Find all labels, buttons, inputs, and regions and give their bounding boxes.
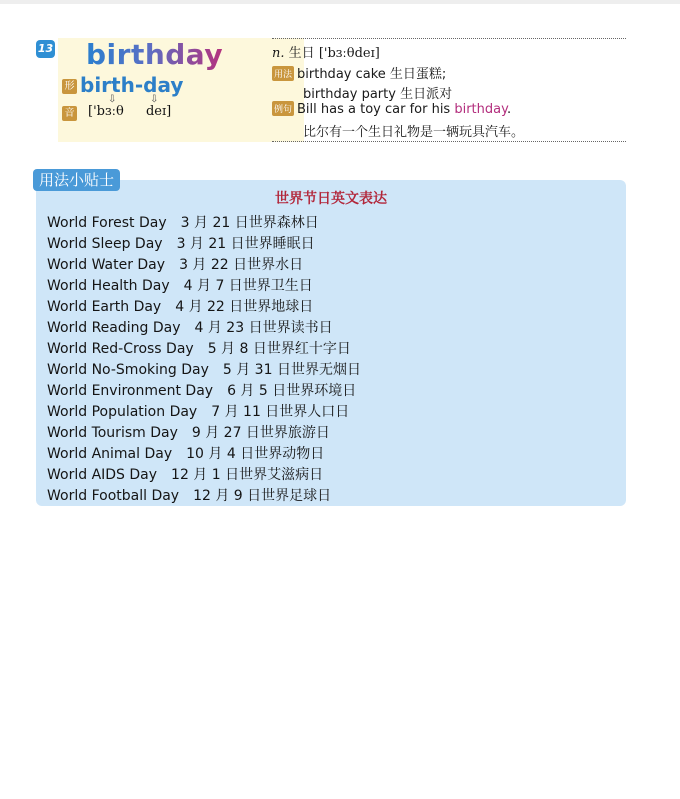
phonetic-right: deɪ]	[145, 104, 172, 119]
day-cn: 6 月 5 日世界环境日	[227, 383, 357, 399]
day-en: World Population Day	[47, 404, 198, 420]
day-en: World Earth Day	[47, 299, 162, 315]
list-item	[47, 359, 361, 379]
day-en: World Animal Day	[47, 446, 173, 462]
list-item	[47, 464, 323, 484]
day-en: World Football Day	[47, 488, 180, 504]
sound-tag: 音	[62, 106, 77, 121]
list-item	[47, 443, 324, 463]
example-line	[272, 101, 511, 117]
arrow-down-icon: ⇩	[150, 94, 159, 105]
example-post: .	[506, 102, 512, 117]
day-en: World Red-Cross Day	[47, 341, 194, 357]
entry-number-badge: 13	[36, 40, 55, 58]
day-en: World No-Smoking Day	[47, 362, 209, 378]
day-cn: 9 月 27 日世界旅游日	[191, 425, 330, 441]
phonetic: ['bɜːθdeɪ]	[318, 46, 380, 61]
usage-line-1	[272, 63, 446, 82]
list-item	[47, 485, 331, 505]
day-en: World Water Day	[47, 257, 166, 273]
day-cn: 5 月 8 日世界红十字日	[207, 341, 351, 357]
list-item	[47, 254, 303, 274]
day-cn: 7 月 11 日世界人口日	[211, 404, 350, 420]
day-cn: 4 月 22 日世界地球日	[175, 299, 314, 315]
example-highlight: birthday	[454, 102, 507, 117]
list-item	[47, 317, 333, 337]
list-item	[47, 380, 356, 400]
day-en: World Tourism Day	[47, 425, 178, 441]
day-en: World Forest Day	[47, 215, 167, 231]
usage-tag: 用法	[272, 66, 294, 81]
phonetic-parts	[88, 104, 171, 119]
day-en: World Sleep Day	[47, 236, 163, 252]
day-en: World Reading Day	[47, 320, 181, 336]
headword: birthday	[86, 38, 224, 71]
day-cn: 12 月 1 日世界艾滋病日	[171, 467, 324, 483]
list-item	[47, 422, 330, 442]
day-cn: 10 月 4 日世界动物日	[186, 446, 325, 462]
tips-box	[36, 180, 626, 506]
example-pre: Bill has a toy car for his	[297, 102, 455, 117]
day-cn: 12 月 9 日世界足球日	[193, 488, 332, 504]
list-item	[47, 338, 351, 358]
syllable-split: birth-day	[80, 73, 184, 97]
tips-title: 世界节日英文表达	[275, 191, 387, 207]
usage-1: birthday cake 生日蛋糕;	[297, 67, 447, 82]
definition-line	[272, 42, 380, 61]
usage-line-2: birthday party 生日派对	[303, 87, 453, 102]
example-translation: 比尔有一个生日礼物是一辆玩具汽车。	[303, 125, 525, 140]
day-en: World Environment Day	[47, 383, 214, 399]
tips-label: 用法小贴士	[33, 169, 120, 191]
day-cn: 5 月 31 日世界无烟日	[222, 362, 361, 378]
list-item	[47, 401, 349, 421]
phonetic-left: ['bɜːθ	[88, 104, 124, 119]
list-item	[47, 233, 315, 253]
word-panel	[58, 38, 304, 142]
entry-top-rule	[272, 38, 626, 39]
day-en: World Health Day	[47, 278, 170, 294]
top-rule	[0, 0, 680, 4]
day-cn: 4 月 7 日世界卫生日	[183, 278, 313, 294]
entry-bottom-rule	[272, 141, 626, 142]
day-cn: 3 月 22 日世界水日	[179, 257, 304, 273]
word-entry	[36, 38, 626, 142]
part-of-speech: n.	[272, 46, 285, 61]
list-item	[47, 212, 319, 232]
day-cn: 4 月 23 日世界读书日	[194, 320, 333, 336]
example-tag: 例句	[272, 101, 294, 116]
meaning: 生日	[288, 46, 315, 61]
list-item	[47, 275, 313, 295]
day-cn: 3 月 21 日世界森林日	[180, 215, 319, 231]
day-en: World AIDS Day	[47, 467, 158, 483]
list-item	[47, 296, 313, 316]
arrow-down-icon: ⇩	[108, 94, 117, 105]
form-tag: 形	[62, 79, 77, 94]
day-cn: 3 月 21 日世界睡眠日	[176, 236, 315, 252]
